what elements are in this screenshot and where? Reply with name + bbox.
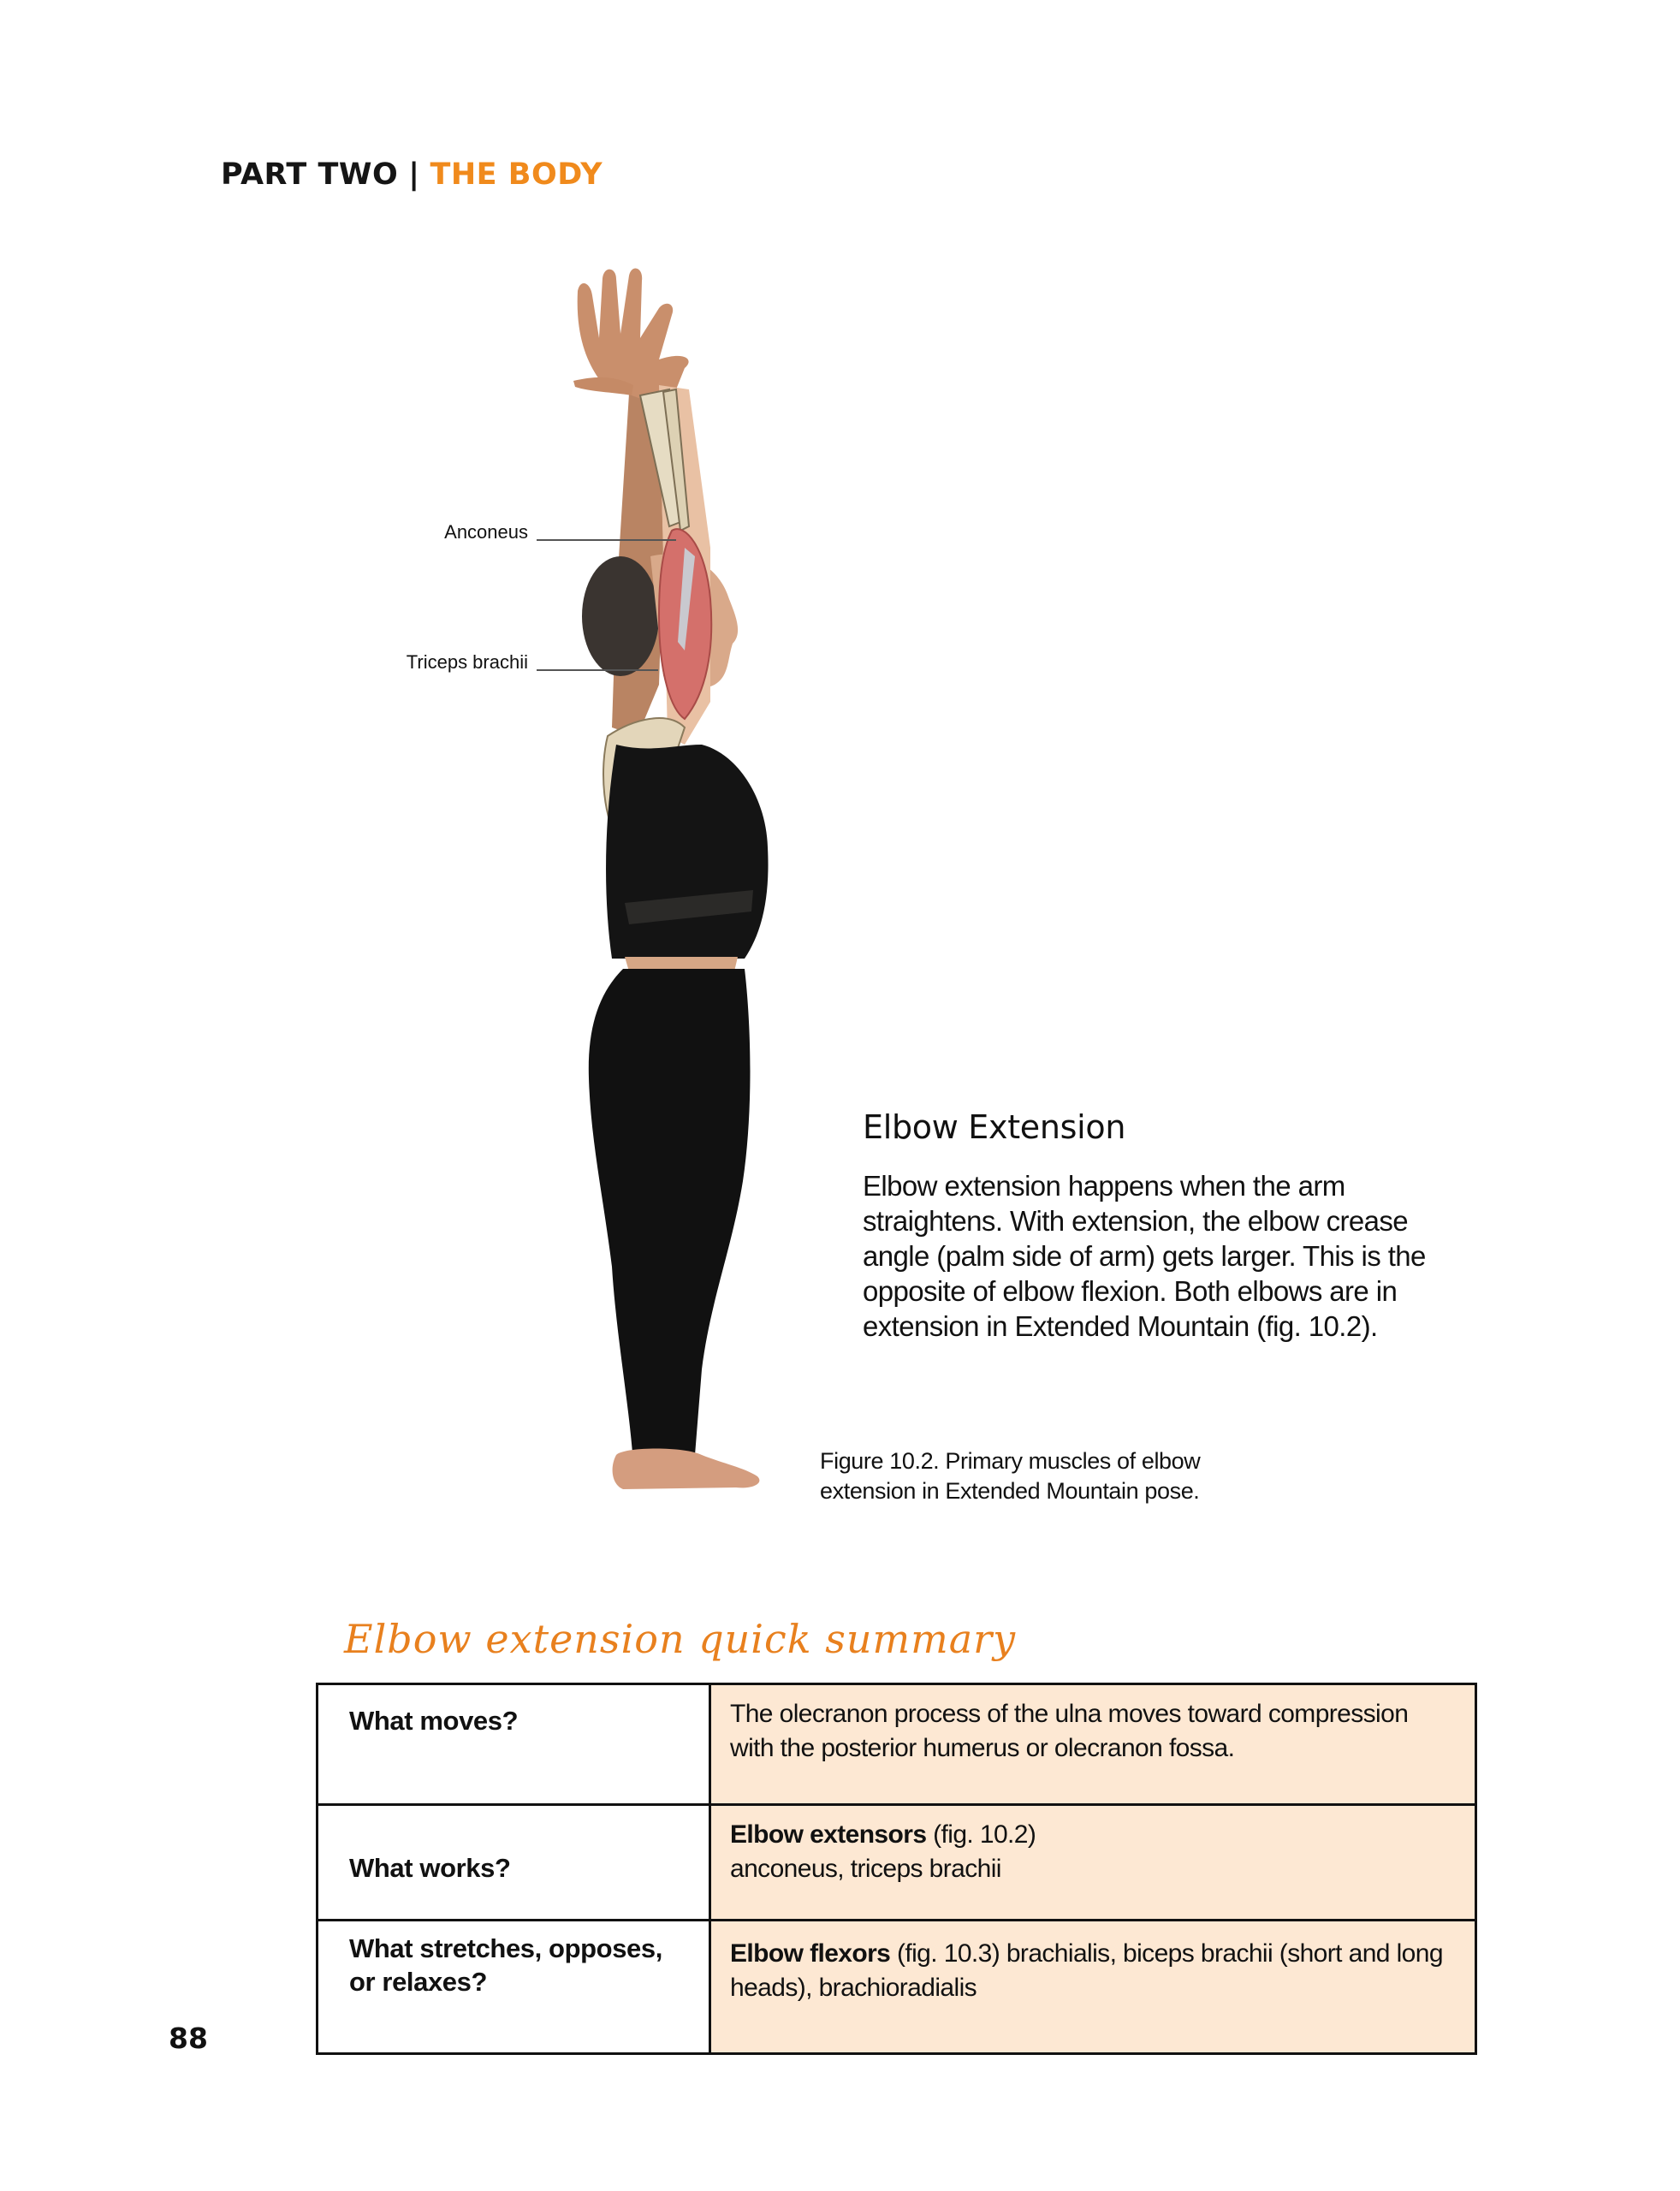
question-cell: What stretches, opposes, or relaxes? [318, 1921, 710, 2054]
summary-table [316, 1683, 1477, 2055]
answer-text: The olecranon process of the ulna moves toward compression with the posterior humerus or olecranon fossa. [730, 1700, 1409, 1762]
answer-figure-ref: (fig. 10.3) [890, 1939, 1006, 1968]
answer-bold-term: Elbow extensors [730, 1820, 927, 1849]
figure-caption-line-1: Figure 10.2. Primary muscles of elbow [820, 1448, 1201, 1474]
label-anconeus: Anconeus [444, 521, 528, 543]
summary-title: Elbow extension quick summary [344, 1616, 1017, 1662]
leader-line-triceps-brachii [537, 669, 658, 671]
table-row [318, 1684, 1476, 1805]
answer-text: brachialis, biceps brachii (short and long heads), brachioradialis [730, 1939, 1443, 2002]
figure-caption-line-2: extension in Extended Mountain pose. [820, 1478, 1200, 1504]
leader-line-anconeus [537, 539, 676, 541]
anatomy-illustration-icon [377, 257, 822, 1515]
answer-figure-ref: (fig. 10.2) [926, 1820, 1036, 1849]
running-header [221, 157, 603, 192]
header-part: PART TWO [221, 157, 399, 192]
section-body: Elbow extension happens when the arm straightens. With extension, the elbow crease angle (palm side of arm) gets larger. This is the opposite of elbow flexion. Both elbows are in extension in Extended Mountain (fig. 10.2). [863, 1170, 1426, 1342]
header-section: THE BODY [430, 157, 603, 192]
question-cell: What moves? [318, 1684, 710, 1805]
answer-cell [710, 1921, 1476, 2054]
table-row [318, 1921, 1476, 2054]
page-number: 88 [169, 2022, 208, 2055]
label-triceps-brachii: Triceps brachii [406, 651, 528, 673]
header-separator: | [408, 157, 420, 192]
answer-cell [710, 1805, 1476, 1921]
figure-caption [820, 1446, 1265, 1506]
answer-bold-term: Elbow flexors [730, 1939, 891, 1968]
question-cell: What works? [318, 1805, 710, 1921]
answer-cell [710, 1684, 1476, 1805]
figure-extended-mountain-pose-icon [377, 257, 822, 1515]
section-heading: Elbow Extension [863, 1108, 1126, 1146]
table-row [318, 1805, 1476, 1921]
answer-text: anconeus, triceps brachii [730, 1855, 1001, 1883]
